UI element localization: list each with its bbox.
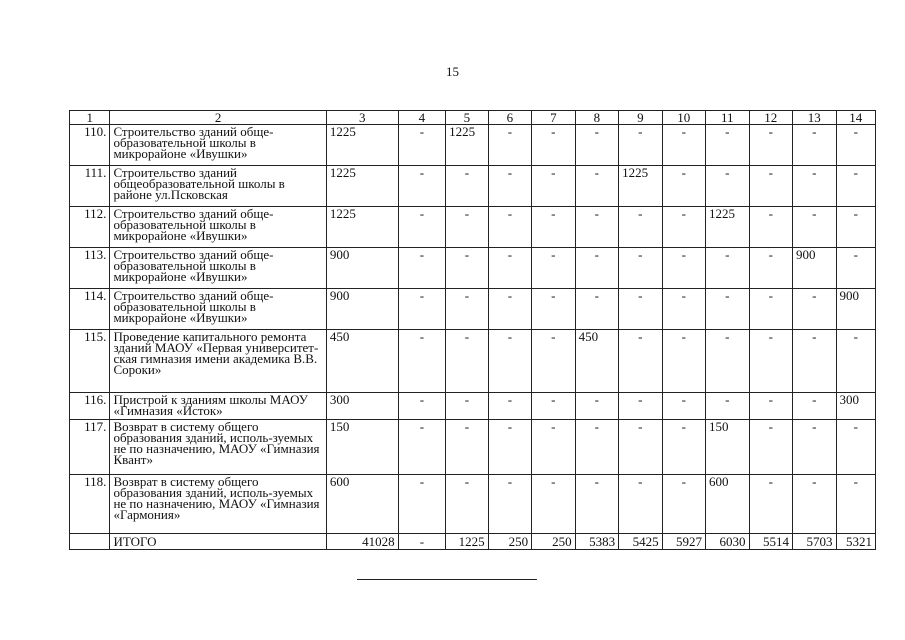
cell-value: 900 [836,289,876,330]
cell-value: - [793,393,836,420]
row-number: 118. [70,475,110,534]
column-header: 12 [749,111,792,125]
cell-value: - [836,125,876,166]
cell-value: - [446,420,488,475]
cell-value: - [488,330,531,393]
cell-value: - [706,289,749,330]
column-header: 13 [793,111,836,125]
column-header: 10 [662,111,705,125]
cell-value: - [398,248,446,289]
cell-value: - [619,393,662,420]
cell-value: - [836,330,876,393]
row-title: Строительство зданий обще-образовательной школы в микрорайоне «Ивушки» [110,207,326,248]
cell-value: 300 [836,393,876,420]
row-number [70,534,110,550]
cell-value: - [662,248,705,289]
row-number: 114. [70,289,110,330]
cell-value: 900 [326,248,398,289]
table-row [70,393,876,420]
table-row [70,475,876,534]
cell-value: - [619,125,662,166]
cell-value: - [836,475,876,534]
cell-value: 250 [488,534,531,550]
cell-value: 150 [706,420,749,475]
cell-value: 6030 [706,534,749,550]
page-number: 15 [446,64,459,79]
cell-value: - [575,207,618,248]
row-title: Строительство зданий обще-образовательной школы в микрорайоне «Ивушки» [110,289,326,330]
column-header: 8 [575,111,618,125]
column-header: 1 [70,111,110,125]
row-number: 110. [70,125,110,166]
column-header: 14 [836,111,876,125]
cell-value: 450 [575,330,618,393]
cell-value: - [575,393,618,420]
table-row [70,420,876,475]
table-row [70,125,876,166]
table-row [70,248,876,289]
cell-value: - [575,420,618,475]
cell-value: - [575,248,618,289]
row-number: 116. [70,393,110,420]
cell-value: - [793,166,836,207]
cell-value: - [706,330,749,393]
cell-value: - [398,125,446,166]
cell-value: - [662,475,705,534]
cell-value: - [575,166,618,207]
table-header [70,111,876,125]
row-title: Строительство зданий обще-образовательной школы в микрорайоне «Ивушки» [110,125,326,166]
table-row [70,330,876,393]
cell-value: - [575,475,618,534]
cell-value: - [793,289,836,330]
cell-value: - [619,248,662,289]
cell-value: - [532,330,575,393]
row-number: 111. [70,166,110,207]
cell-value: - [532,393,575,420]
cell-value: - [619,420,662,475]
cell-value: - [749,207,792,248]
cell-value: 1225 [326,125,398,166]
cell-value: - [488,166,531,207]
column-header: 2 [110,111,326,125]
cell-value: - [662,207,705,248]
cell-value: - [619,289,662,330]
row-title: ИТОГО [110,534,326,550]
cell-value: - [532,207,575,248]
cell-value: - [488,248,531,289]
cell-value: 1225 [706,207,749,248]
column-header: 3 [326,111,398,125]
cell-value: - [398,330,446,393]
cell-value: - [749,289,792,330]
cell-value: - [488,207,531,248]
footer-rule [357,579,537,580]
column-header: 7 [532,111,575,125]
total-row [70,534,876,550]
cell-value: - [532,289,575,330]
cell-value: 1225 [446,534,488,550]
cell-value: - [575,289,618,330]
program-table [69,110,876,550]
cell-value: - [532,420,575,475]
cell-value: - [662,393,705,420]
cell-value: - [532,125,575,166]
column-header: 4 [398,111,446,125]
cell-value: - [793,420,836,475]
row-number: 112. [70,207,110,248]
cell-value: 41028 [326,534,398,550]
cell-value: - [793,475,836,534]
cell-value: - [488,125,531,166]
cell-value: - [446,207,488,248]
row-title: Пристрой к зданиям школы МАОУ «Гимназия «Исток» [110,393,326,420]
cell-value: - [488,475,531,534]
cell-value: 1225 [619,166,662,207]
cell-value: - [488,420,531,475]
cell-value: - [706,248,749,289]
cell-value: - [398,534,446,550]
cell-value: - [793,207,836,248]
cell-value: - [446,248,488,289]
cell-value: - [446,330,488,393]
cell-value: - [446,475,488,534]
cell-value: 5425 [619,534,662,550]
cell-value: - [706,125,749,166]
cell-value: - [398,393,446,420]
cell-value: - [749,330,792,393]
cell-value: 1225 [326,166,398,207]
row-title: Возврат в систему общего образования зданий, исполь-зуемых не по назначению, МАОУ «Гимназия «Гармония» [110,475,326,534]
column-header: 11 [706,111,749,125]
cell-value: - [619,207,662,248]
cell-value: - [793,330,836,393]
table-row [70,207,876,248]
cell-value: - [398,289,446,330]
cell-value: 5321 [836,534,876,550]
cell-value: - [749,125,792,166]
cell-value: 5383 [575,534,618,550]
cell-value: - [749,248,792,289]
row-title: Проведение капитального ремонта зданий МАОУ «Первая университет-ская гимназия имени академика В.В. Сороки» [110,330,326,393]
table-row [70,166,876,207]
cell-value: - [662,166,705,207]
cell-value: 900 [326,289,398,330]
cell-value: - [706,393,749,420]
cell-value: - [446,289,488,330]
cell-value: - [749,393,792,420]
cell-value: - [446,393,488,420]
cell-value: - [836,166,876,207]
cell-value: 300 [326,393,398,420]
cell-value: - [398,207,446,248]
row-title: Возврат в систему общего образования зданий, исполь-зуемых не по назначению, МАОУ «Гимназия Квант» [110,420,326,475]
cell-value: - [662,125,705,166]
column-header: 9 [619,111,662,125]
cell-value: - [532,248,575,289]
cell-value: - [749,420,792,475]
cell-value: 250 [532,534,575,550]
cell-value: - [662,330,705,393]
cell-value: 5703 [793,534,836,550]
row-title: Строительство зданий обще-образовательной школы в микрорайоне «Ивушки» [110,248,326,289]
table-body [70,125,876,550]
table-row [70,289,876,330]
cell-value: 450 [326,330,398,393]
cell-value: - [836,207,876,248]
cell-value: - [398,475,446,534]
row-number: 115. [70,330,110,393]
cell-value: - [532,166,575,207]
cell-value: - [662,289,705,330]
cell-value: 5514 [749,534,792,550]
cell-value: 1225 [326,207,398,248]
cell-value: - [619,330,662,393]
cell-value: - [488,393,531,420]
cell-value: 600 [326,475,398,534]
cell-value: - [446,166,488,207]
cell-value: - [662,420,705,475]
cell-value: - [706,166,749,207]
cell-value: - [488,289,531,330]
row-title: Строительство зданий общеобразовательной школы в районе ул.Псковская [110,166,326,207]
cell-value: - [398,420,446,475]
cell-value: - [532,475,575,534]
row-number: 117. [70,420,110,475]
cell-value: - [836,248,876,289]
cell-value: - [749,475,792,534]
row-number: 113. [70,248,110,289]
cell-value: - [619,475,662,534]
cell-value: - [793,125,836,166]
cell-value: - [836,420,876,475]
cell-value: 600 [706,475,749,534]
column-header: 5 [446,111,488,125]
cell-value: - [398,166,446,207]
cell-value: - [575,125,618,166]
cell-value: 5927 [662,534,705,550]
cell-value: 1225 [446,125,488,166]
cell-value: - [749,166,792,207]
cell-value: 150 [326,420,398,475]
cell-value: 900 [793,248,836,289]
column-header: 6 [488,111,531,125]
